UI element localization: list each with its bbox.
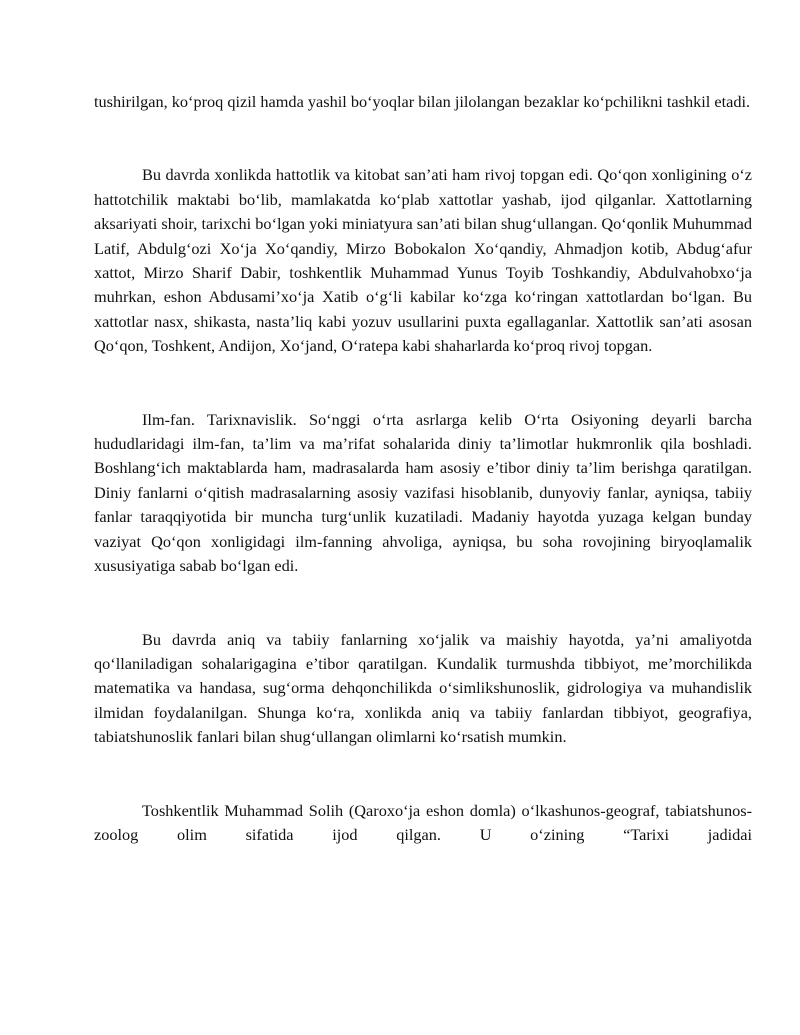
- paragraph-muhammad-solih: Toshkentlik Muhammad Solih (Qaroxoʻja eshon domla) oʻlkashunos-geograf, tabiatshunos-zoolog olim sifatida ijod qilgan. U oʻzining “Tarixi jadidai: [94, 800, 752, 844]
- document-page: [94, 90, 752, 847]
- paragraph-science-historiography: Ilm-fan. Tarixnavislik. Soʻnggi oʻrta asrlarga kelib Oʻrta Osiyoning deyarli barcha hududlaridagi ilm-fan, ta’lim va ma’rifat sohalarida diniy ta’limotlar hukmronlik qila boshladi. Boshlangʻich maktablarda ham, madrasalarda ham asosiy e’tibor diniy ta’lim berishga qaratilgan. Diniy fanlarni oʻqitish madrasalarning asosiy vazifasi hisoblanib, dunyoviy fanlar, ayniqsa, tabiiy fanlar taraqqiyotida bir muncha turgʻunlik kuzatiladi. Madaniy hayotda yuzaga kelgan bunday vaziyat Qoʻqon xonligidagi ilm-fanning ahvoliga, ayniqsa, bu soha rovojining biryoqlamalik xususiyatiga sabab boʻlgan edi.: [94, 409, 752, 576]
- paragraph-natural-sciences: Bu davrda aniq va tabiiy fanlarning xoʻjalik va maishiy hayotda, ya’ni amaliyotda qoʻllaniladigan sohalarigagina e’tibor qaratilgan. Kundalik turmushda tibbiyot, me’morchilikda matematika va handasa, sugʻorma dehqonchilikda oʻsimlikshunoslik, gidrologiya va muhandislik ilmidan foydalanilgan. Shunga koʻra, xonlikda aniq va tabiiy fanlardan tibbiyot, geografiya, tabiatshunoslik fanlari bilan shugʻullangan olimlarni koʻrsatish mumkin.: [94, 629, 752, 747]
- paragraph-calligraphy: Bu davrda xonlikda hattotlik va kitobat san’ati ham rivoj topgan edi. Qoʻqon xonligining oʻz hattotchilik maktabi boʻlib, mamlakatda koʻplab xattotlar yashab, ijod qilganlar. Xattotlarning aksariyati shoir, tarixchi boʻlgan yoki miniatyura san’ati bilan shugʻullangan. Qoʻqonlik Muhummad Latif, Abdulgʻozi Xoʻja Xoʻqandiy, Mirzo Bobokalon Xoʻqandiy, Ahmadjon kotib, Abdugʻafur xattot, Mirzo Sharif Dabir, toshkentlik Muhammad Yunus Toyib Toshkandiy, Abdulvahobxoʻja muhrkan, eshon Abdusami’xoʻja Xatib oʻgʻli kabilar koʻzga koʻringan xattotlardan boʻlgan. Bu xattotlar nasx, shikasta, nasta’liq kabi yozuv usullarini puxta egallaganlar. Xattotlik san’ati asosan Qoʻqon, Toshkent, Andijon, Xoʻjand, Oʻratepa kabi shaharlarda koʻproq rivoj topgan.: [94, 165, 752, 356]
- paragraph-continuation: tushirilgan, koʻproq qizil hamda yashil boʻyoqlar bilan jilolangan bezaklar koʻpchilikni tashkil etadi.: [94, 92, 751, 111]
